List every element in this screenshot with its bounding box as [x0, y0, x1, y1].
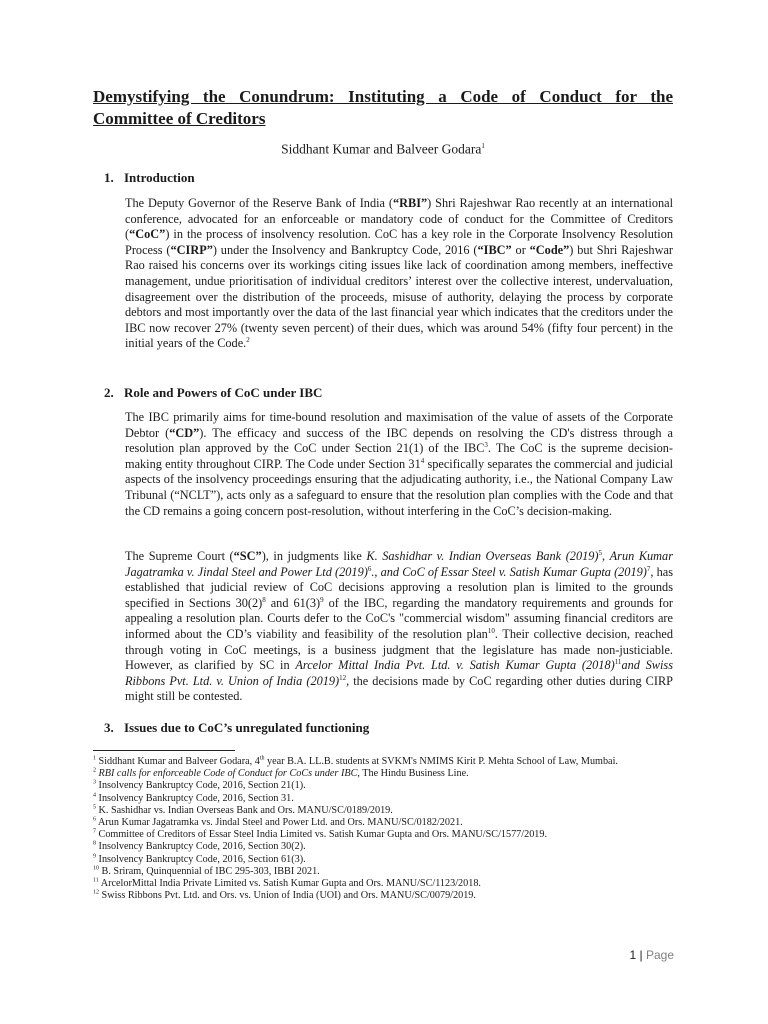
section-title: Issues due to CoC’s unregulated functioning	[124, 720, 370, 735]
paragraph-role: The IBC primarily aims for time-bound resolution and maximisation of the value of assets of the Corporate Debtor (“CD”). The efficacy and success of the IBC depends on resolving the CD's distress through a resolution plan approved by the CoC under Section 21(1) of the IBC$^3$. The CoC is the supreme decision-making entity throughout CIRP. The Code under Section $31^4$ specifically separates the commercial and judicial aspects of the insolvency proceedings ensuring that the adjudicating authority, i.e., the National Company Law Tribunal (“NCLT”), acts only as a safeguard to ensure that the resolution plan complies with the Code and that the CD remains a going concern post-resolution, without interfering in the CoC’s decision-making.	[125, 410, 674, 518]
footnote-11: $^{11}$ ArcelorMittal India Private Limited vs. Satish Kumar Gupta and Ors. MANU/SC/1123/2018.	[93, 877, 481, 890]
footnote-10: $^{10}$ B. Sriram, Quinquennial of IBC 295-303, IBBI 2021.	[93, 865, 320, 877]
paragraph-introduction: The Deputy Governor of the Reserve Bank of India (“RBI”) Shri Rajeshwar Rao recently at an international conference, advocated for an enforceable or mandatory code of conduct for the Committee of Creditors (“CoC”) in the process of insolvency resolution. CoC has a key role in the Corporate Insolvency Resolution Process (“CIRP”) under the Insolvency and Bankruptcy Code, 2016 (“IBC” or “Code”) but Shri Rajeshwar Rao raised his concerns over its workings citing issues like lack of coordination among members, ineffective management, undue prioritisation of individual creditors’ interest over the collective interest, undervaluation, disagreement over the distribution of the proceeds, misuse of authority, delaying the process by corporate debtors and most importantly over the data of the last financial year which indicates that the creditors under the IBC now recover 27% (twenty seven percent) of their dues, which was around 54% (fifty four percent) in the initial years of the Code.$^2$	[125, 196, 673, 351]
section-number: 1.	[104, 170, 114, 185]
section-title: Role and Powers of CoC under IBC	[124, 385, 323, 400]
document-title: Demystifying the Conundrum: Instituting a Code of Conduct for the Committee of Creditors	[93, 87, 673, 128]
footnote-ref: 2	[246, 336, 250, 345]
footnote-2: $^2$ RBI calls for enforceable Code of Conduct for CoCs under IBC, The Hindu Business Line.	[93, 767, 469, 780]
page-label: Page	[645, 948, 674, 962]
footnote-6: $^6$ Arun Kumar Jagatramka vs. Jindal Steel and Power Ltd. and Ors. MANU/SC/0182/2021.	[93, 816, 463, 829]
footnote-ref: 8	[262, 595, 266, 604]
footnote-3: $^3$ Insolvency Bankruptcy Code, 2016, Section 21(1).	[93, 780, 306, 792]
page-separator: |	[639, 948, 643, 962]
footnote-ref: 9	[320, 595, 324, 604]
authors-text: Siddhant Kumar and Balveer Godara	[281, 141, 482, 157]
section-number: 3.	[104, 720, 114, 735]
footnote-ref: 12	[339, 673, 347, 682]
section-title: Introduction	[124, 170, 195, 185]
section-heading-role	[104, 385, 322, 401]
page-number-value: 1	[629, 948, 637, 962]
author-line	[93, 138, 673, 158]
section-heading-introduction	[104, 170, 195, 186]
footnote-separator	[93, 750, 235, 751]
footnote-4: $^4$ Insolvency Bankruptcy Code, 2016, Section 31.	[93, 792, 294, 804]
section-heading-issues	[104, 720, 369, 736]
footnote-8: $^8$ Insolvency Bankruptcy Code, 2016, Section 30(2).	[93, 841, 306, 853]
footnote-5: $^5$ K. Sashidhar vs. Indian Overseas Bank and Ors. MANU/SC/0189/2019.	[93, 804, 393, 816]
footnote-ref: 7	[646, 564, 651, 573]
section-number: 2.	[104, 385, 114, 400]
footnote-7: $^7$ Committee of Creditors of Essar Steel India Limited vs. Satish Kumar Gupta and Ors. MANU/SC/1577/2019.	[93, 828, 548, 841]
footnote-ref: 1	[481, 142, 485, 150]
footnotes	[93, 756, 675, 902]
paragraph-supreme-court: The Supreme Court (“SC”), in judgments like K. Sashidhar v. Indian Overseas Bank $(2019)^5$, Arun Kumar Jagatramka v. Jindal Steel and Power Ltd $(2019)^6$., and CoC of Essar Steel v. Satish Kumar Gupta $(2019)^7$, has established that judicial review of CoC decisions approving a resolution plan is limited to the grounds specified in Sections $30(2)^8$ and $61(3)^9$ of the IBC, regarding the mandatory requirements and grounds for appealing a resolution plan. Courts defer to the CoC's "commercial wisdom" assuming financial creditors are informed about the CD’s viability and feasibility of the resolution plan$^{10}$. Their collective decision, reached through voting in CoC meetings, is a business judgment that the legislature has made non-justiciable. However, as clarified by SC in Arcelor Mittal India Pvt. Ltd. v. Satish Kumar Gupta $(2018)^{11}and$ Swiss Ribbons Pvt. Ltd. v. Union of India $(2019)^{12}$, the decisions made by CoC regarding other duties during CIRP might still be contested.	[125, 548, 673, 704]
footnote-ref: 5	[598, 548, 602, 557]
footnote-ref: 3	[484, 441, 488, 450]
footnote-12: $^{12}$ Swiss Ribbons Pvt. Ltd. and Ors. vs. Union of India (UOI) and Ors. MANU/SC/0079/2019.	[93, 889, 476, 902]
footnote-ref: 10	[487, 626, 495, 635]
footnote-9: $^9$ Insolvency Bankruptcy Code, 2016, Section 61(3).	[93, 853, 306, 865]
footnote-1: $^1$ Siddhant Kumar and Balveer Godara, 4th year B.A. LL.B. students at SVKM's NMIMS Kirit P. Mehta School of Law, Mumbai.	[93, 755, 618, 767]
page-number	[0, 948, 674, 962]
footnote-ref: 4	[420, 456, 425, 465]
footnote-ref: 11	[614, 658, 622, 667]
footnote-ref: 6	[367, 564, 372, 573]
